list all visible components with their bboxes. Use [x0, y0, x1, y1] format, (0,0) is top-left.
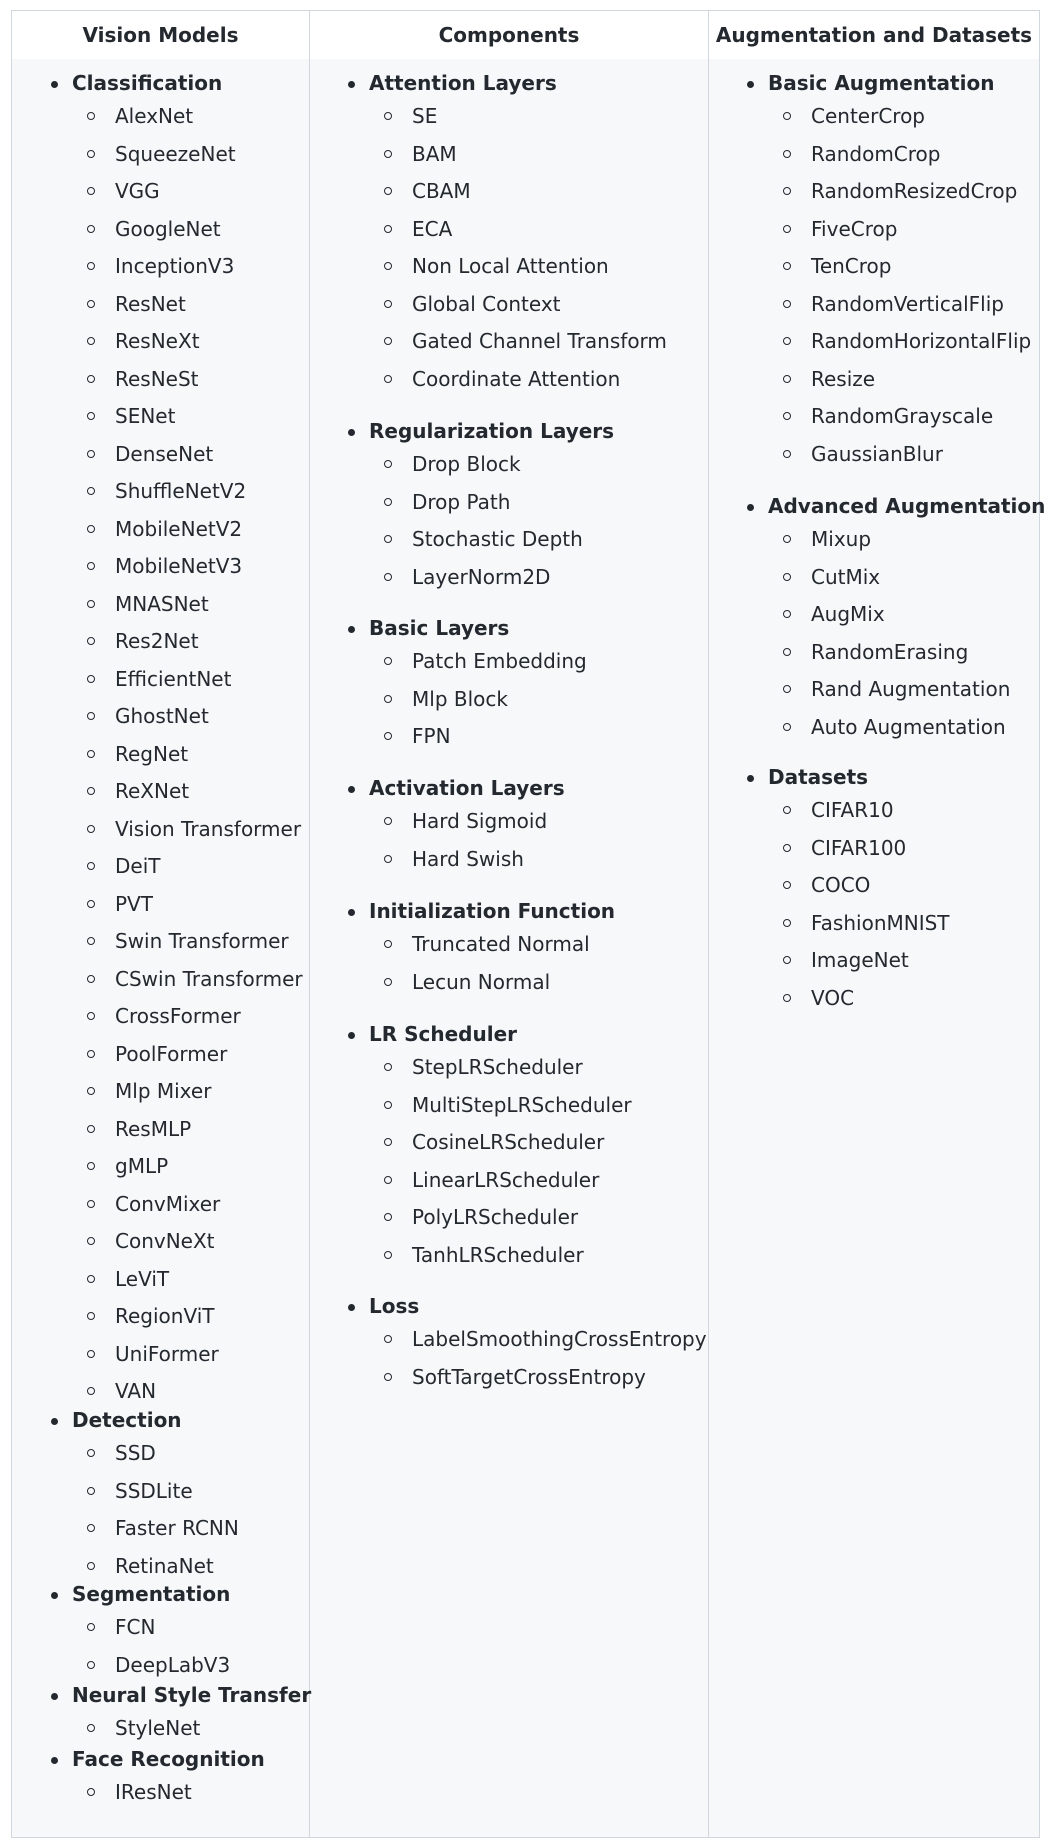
list-item: Patch Embedding — [412, 649, 587, 673]
table-header-row — [12, 11, 1039, 60]
list-item: PolyLRScheduler — [412, 1205, 579, 1229]
list-item: CenterCrop — [811, 104, 925, 128]
list-item: StepLRScheduler — [412, 1055, 583, 1079]
list-item: MultiStepLRScheduler — [412, 1092, 632, 1117]
list-item: PVT — [115, 891, 153, 916]
list-category: Datasets — [768, 765, 869, 789]
list-item: gMLP — [115, 1154, 169, 1178]
list-item: IResNet — [115, 1780, 192, 1804]
list-item: Lecun Normal — [412, 969, 551, 994]
list-item: MobileNetV2 — [115, 516, 243, 541]
list-item: Rand Augmentation — [811, 677, 1011, 701]
list-category: Neural Style Transfer — [72, 1683, 312, 1707]
header-components: Components — [438, 23, 580, 47]
list-item: GhostNet — [115, 704, 209, 728]
list-item: MNASNet — [115, 591, 209, 616]
list-item: Mixup — [811, 527, 872, 551]
list-item: Swin Transformer — [115, 929, 289, 953]
list-item: InceptionV3 — [115, 254, 235, 278]
list-item: StyleNet — [115, 1716, 201, 1740]
list-item: Drop Path — [412, 489, 511, 514]
list-item: LabelSmoothingCrossEntropy — [412, 1327, 707, 1351]
list-category: Initialization Function — [369, 899, 616, 923]
list-item: MobileNetV3 — [115, 554, 243, 578]
list-item: SoftTargetCrossEntropy — [412, 1364, 646, 1389]
list-item: CBAM — [412, 179, 471, 203]
column-divider — [309, 11, 310, 1837]
list-item: RandomGrayscale — [811, 404, 994, 428]
list-item: CIFAR100 — [811, 835, 907, 860]
list-item: RandomHorizontalFlip — [811, 329, 1032, 353]
list-item: COCO — [811, 873, 871, 897]
list-category: Attention Layers — [369, 71, 557, 95]
list-item: LeViT — [115, 1266, 170, 1291]
list-item: Vision Transformer — [115, 816, 302, 841]
list-item: Resize — [811, 366, 876, 391]
list-item: Hard Swish — [412, 846, 524, 871]
header-augmentation-datasets: Augmentation and Datasets — [715, 23, 1033, 47]
list-category: Classification — [72, 71, 223, 95]
list-item: Global Context — [412, 291, 561, 316]
list-item: DenseNet — [115, 441, 214, 466]
list-item: VGG — [115, 179, 160, 203]
list-category: Advanced Augmentation — [768, 494, 1046, 518]
list-item: ShuffleNetV2 — [115, 479, 247, 503]
list-item: ResMLP — [115, 1116, 192, 1141]
list-item: Mlp Mixer — [115, 1079, 212, 1103]
list-item: BAM — [412, 141, 457, 166]
list-item: RandomCrop — [811, 141, 941, 166]
list-item: RegNet — [115, 741, 189, 766]
list-item: Truncated Normal — [412, 932, 590, 956]
list-item: VAN — [115, 1379, 157, 1403]
list-item: FCN — [115, 1615, 156, 1639]
list-item: AlexNet — [115, 104, 194, 128]
list-item: Non Local Attention — [412, 254, 609, 278]
list-item: Drop Block — [412, 452, 521, 476]
list-item: Coordinate Attention — [412, 366, 621, 391]
list-item: ImageNet — [811, 948, 909, 972]
list-item: ReXNet — [115, 779, 190, 803]
list-item: CosineLRScheduler — [412, 1130, 605, 1154]
list-item: Hard Sigmoid — [412, 809, 548, 833]
list-category: Basic Augmentation — [768, 71, 995, 95]
list-item: SSDLite — [115, 1478, 193, 1503]
list-item: TenCrop — [811, 254, 892, 278]
list-item: Stochastic Depth — [412, 527, 583, 551]
list-item: PoolFormer — [115, 1041, 228, 1066]
list-item: ResNeSt — [115, 366, 199, 391]
list-item: CIFAR10 — [811, 798, 894, 822]
list-item: RegionViT — [115, 1304, 215, 1328]
list-item: DeepLabV3 — [115, 1652, 231, 1677]
list-item: LayerNorm2D — [412, 564, 551, 589]
list-item: Res2Net — [115, 629, 199, 653]
list-item: SE — [412, 104, 438, 128]
list-category: Detection — [72, 1408, 182, 1432]
list-category: Segmentation — [72, 1582, 231, 1606]
list-category: Regularization Layers — [369, 419, 615, 443]
list-item: RandomVerticalFlip — [811, 291, 1004, 316]
list-item: Faster RCNN — [115, 1516, 239, 1540]
list-item: SENet — [115, 404, 176, 428]
list-category: Basic Layers — [369, 616, 510, 640]
list-item: CSwin Transformer — [115, 966, 303, 991]
list-item: SSD — [115, 1441, 156, 1465]
list-item: AugMix — [811, 602, 885, 626]
list-item: ResNeXt — [115, 329, 200, 353]
list-item: Auto Augmentation — [811, 714, 1006, 739]
list-item: RandomErasing — [811, 639, 969, 664]
list-item: RetinaNet — [115, 1553, 214, 1578]
list-item: EfficientNet — [115, 666, 232, 691]
list-item: FPN — [412, 724, 451, 748]
list-category: LR Scheduler — [369, 1022, 518, 1046]
list-item: VOC — [811, 985, 855, 1010]
list-item: FashionMNIST — [811, 910, 950, 935]
list-item: CrossFormer — [115, 1004, 241, 1028]
list-category: Activation Layers — [369, 776, 565, 800]
list-item: ConvMixer — [115, 1191, 221, 1216]
list-item: GaussianBlur — [811, 441, 943, 466]
list-item: SqueezeNet — [115, 141, 236, 166]
list-item: CutMix — [811, 564, 881, 589]
list-item: Gated Channel Transform — [412, 329, 667, 353]
list-item: ConvNeXt — [115, 1229, 215, 1253]
list-item: DeiT — [115, 854, 161, 878]
list-item: LinearLRScheduler — [412, 1167, 600, 1192]
list-item: ECA — [412, 216, 453, 241]
list-item: TanhLRScheduler — [412, 1242, 584, 1267]
list-category: Face Recognition — [72, 1747, 265, 1771]
column-divider — [708, 11, 709, 1837]
header-vision-models: Vision Models — [82, 23, 239, 47]
list-item: Mlp Block — [412, 686, 508, 711]
list-category: Loss — [369, 1294, 420, 1318]
list-item: ResNet — [115, 291, 186, 316]
list-item: GoogleNet — [115, 216, 221, 241]
list-item: RandomResizedCrop — [811, 179, 1018, 203]
list-item: FiveCrop — [811, 216, 898, 241]
list-item: UniFormer — [115, 1341, 219, 1366]
